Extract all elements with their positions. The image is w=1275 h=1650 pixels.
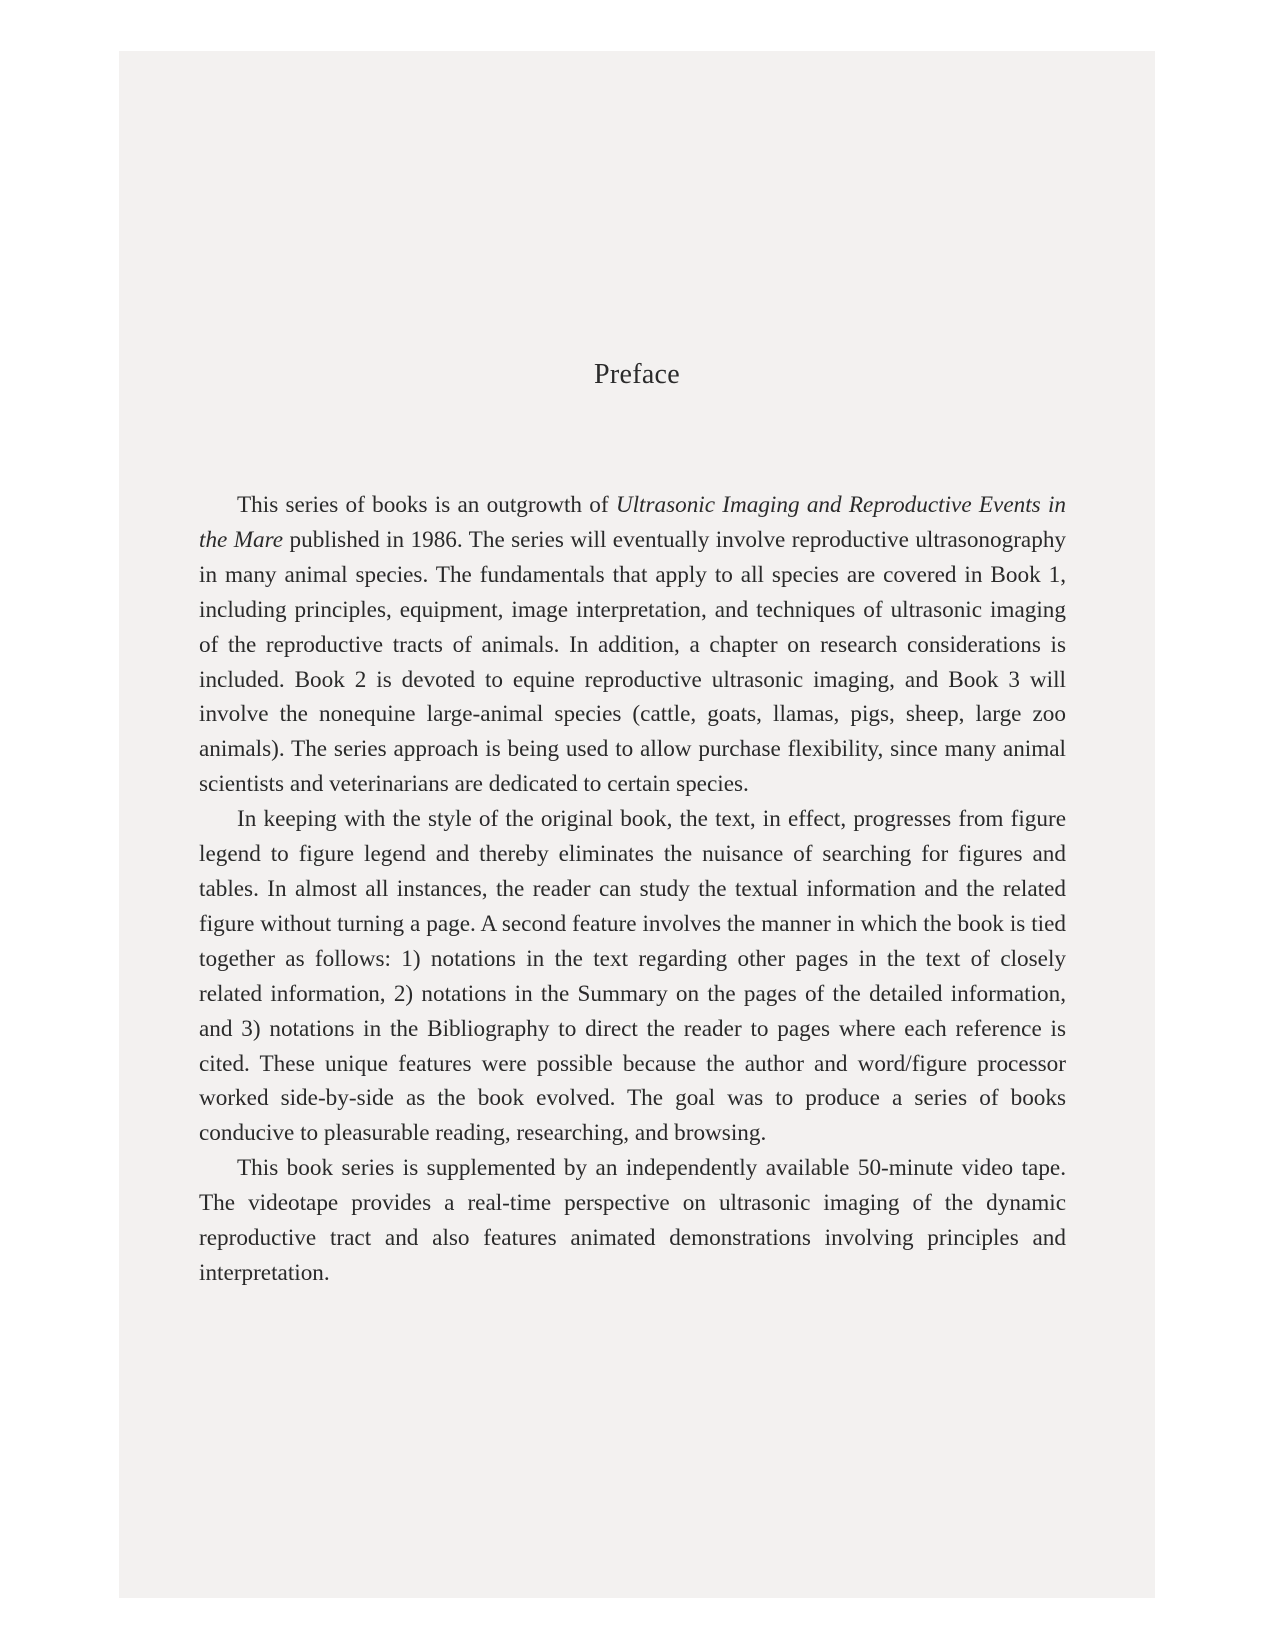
original-book-title: Ultrasonic Imaging and Reproductive Events in the Mare [199,492,1066,553]
page-title: Preface [593,359,681,390]
paragraph-1 [199,488,1066,802]
paragraph-1-intro: This series of books is an outgrowth of [237,492,616,518]
paragraph-1-rest: published in 1986. The series will eventually involve reproductive ultrasonography in many animal species. The fundamentals that apply to all species are covered in Book 1, including principles, equipment, image interpretation, and techniques of ultrasonic imaging of the reproductive tracts of animals. In addition, a chapter on research considerations is included. Book 2 is devoted to equine reproductive ultrasonic imaging, and Book 3 will involve the nonequine large-animal species (cattle, goats, llamas, pigs, sheep, large zoo animals). The series approach is being used to allow purchase flexibility, since many animal scientists and veterinarians are dedicated to certain species. [199,526,1067,798]
book-page [119,51,1155,1598]
paragraph-2: In keeping with the style of the original book, the text, in effect, progresses from figure legend to figure legend and thereby eliminates the nuisance of searching for figures and tables. In almost all instances, the reader can study the textual information and the related figure without turning a page. A second feature involves the manner in which the book is tied together as follows: 1) notations in the text regarding other pages in the text of closely related information, 2) notations in the Summary on the pages of the detailed information, and 3) notations in the Bibliography to direct the reader to pages where each reference is cited. These unique features were possible because the author and word/figure processor worked side-by-side as the book evolved. The goal was to produce a series of books conducive to pleasurable reading, researching, and browsing. [199,806,1066,1147]
paragraph-3: This book series is supplemented by an independently available 50-minute video tape. The videotape provides a real-time perspective on ultrasonic imaging of the dynamic reproductive tract and also features animated demonstrations involving principles and interpretation. [199,1155,1066,1286]
preface-body [199,488,1066,1291]
